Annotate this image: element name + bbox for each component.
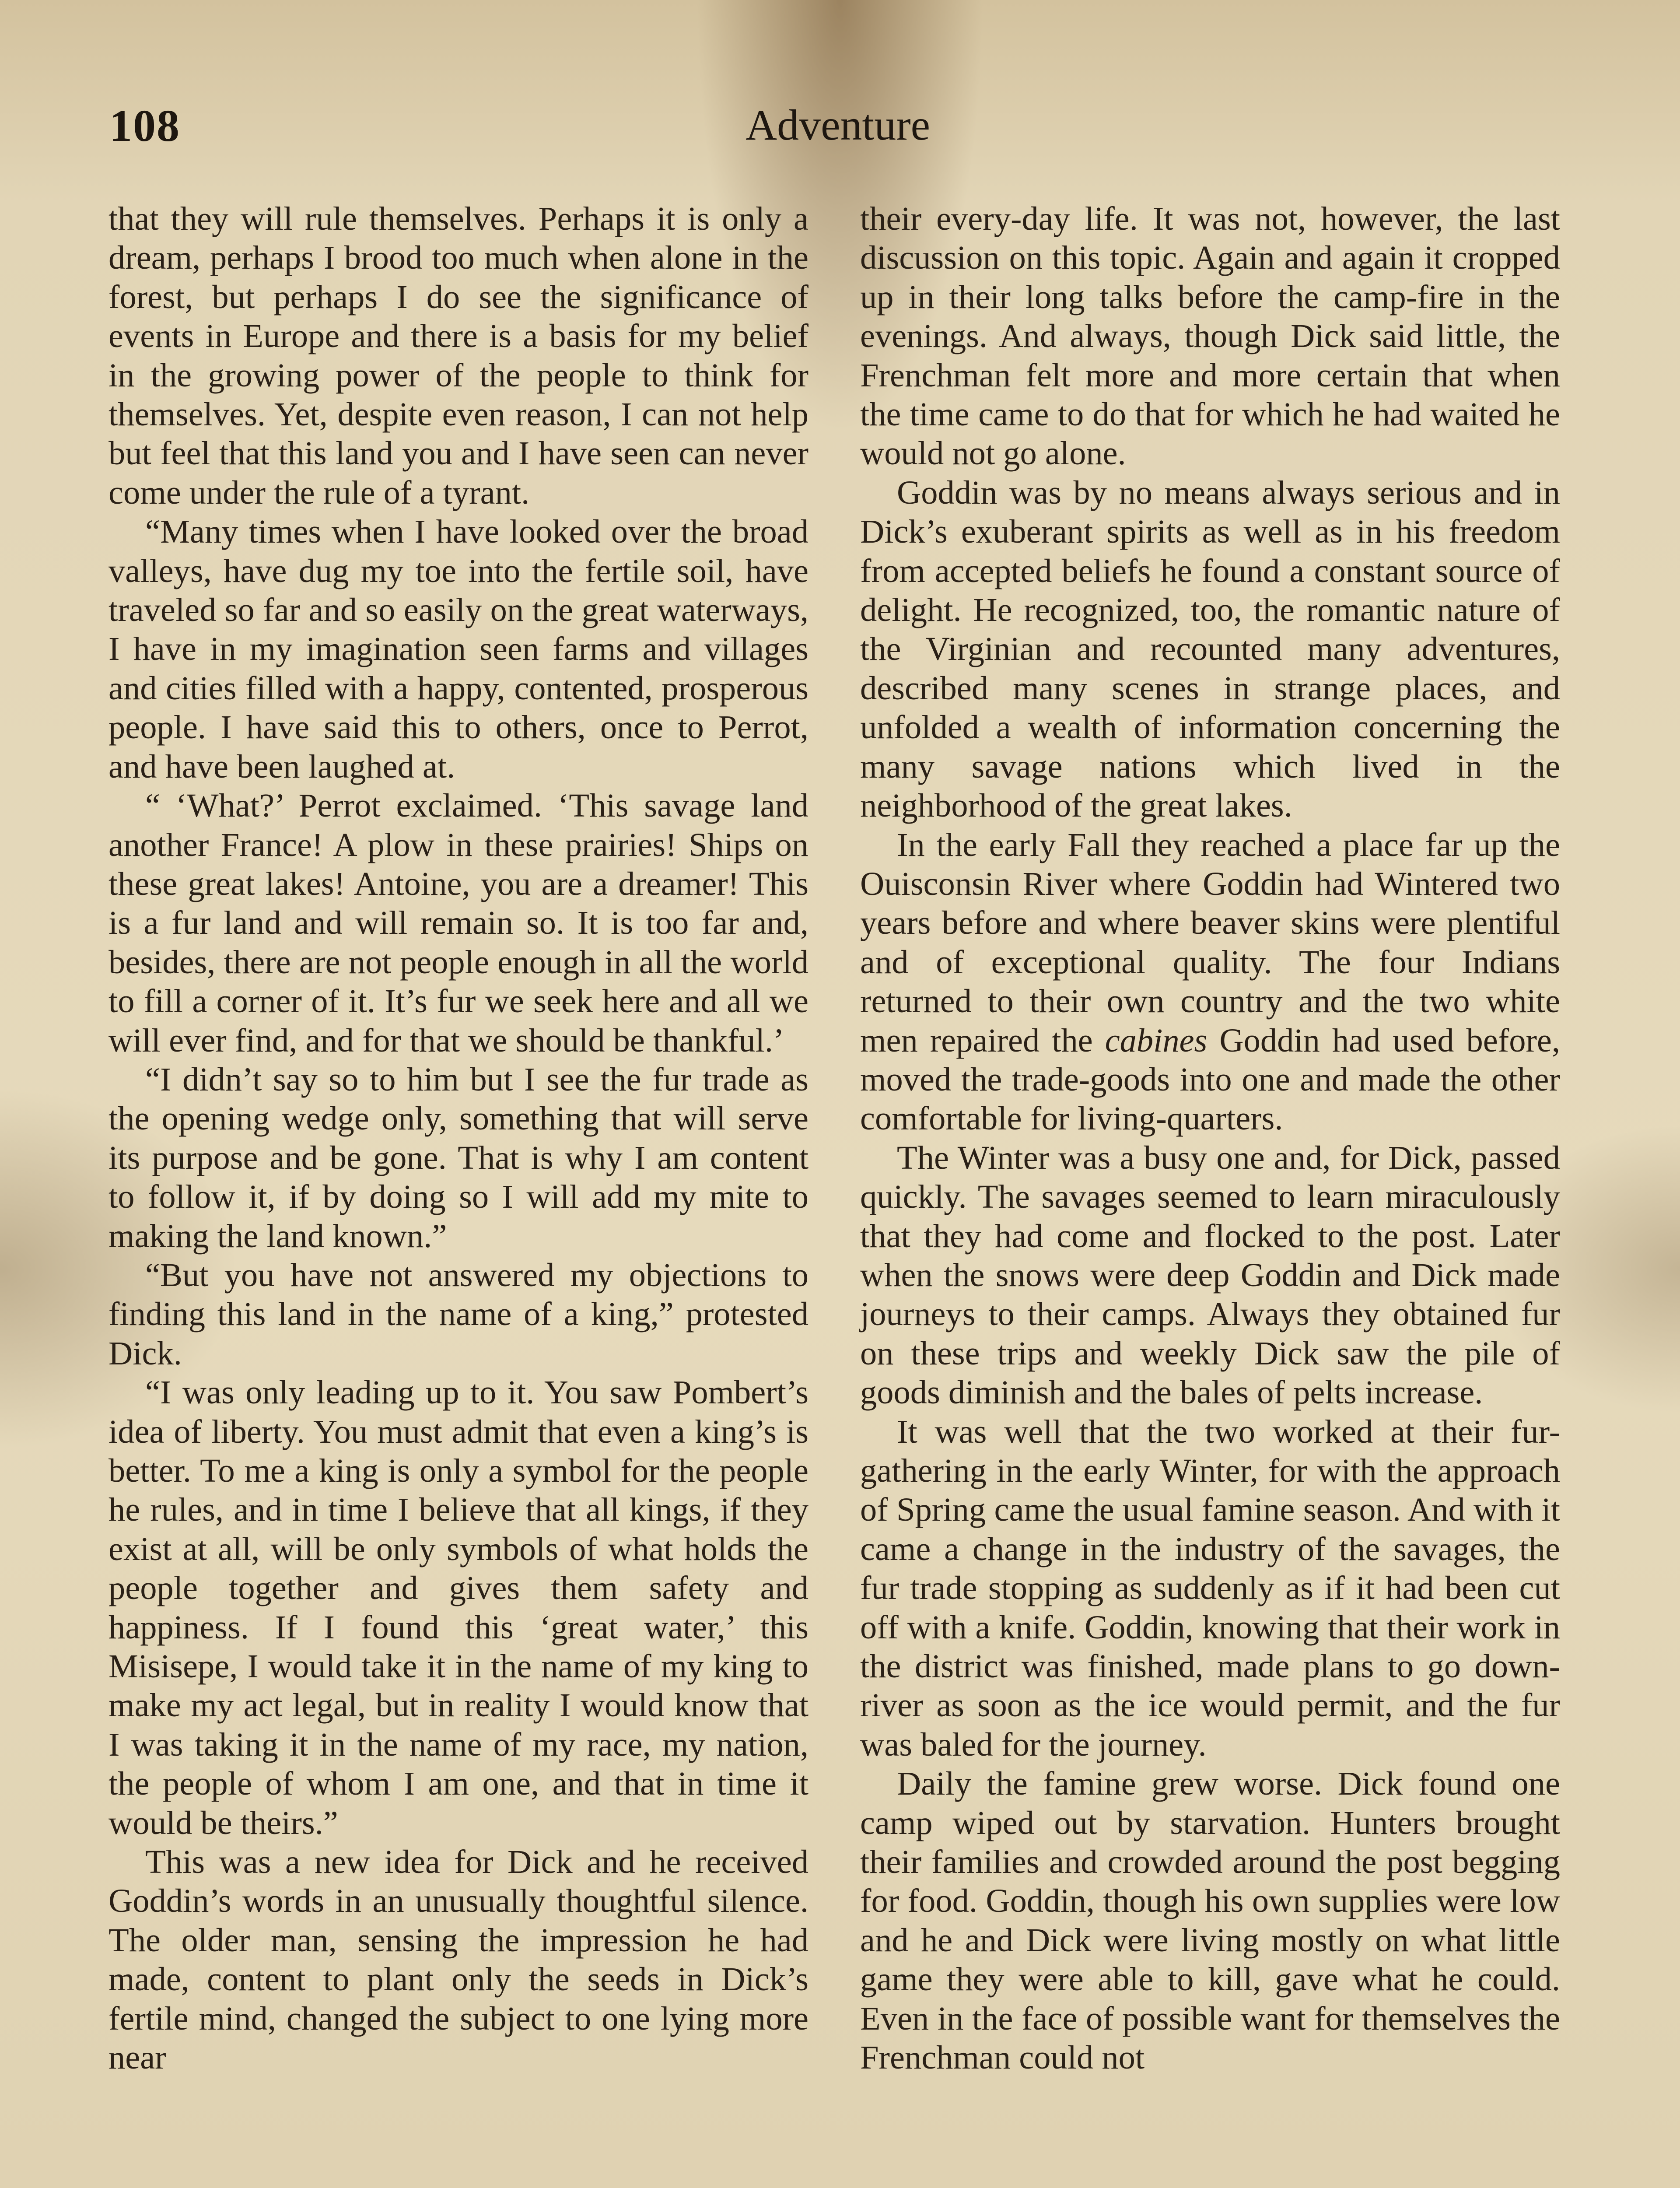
paragraph: Daily the famine grew worse. Dick found one camp wiped out by starvation. Hunters brought their families and crowded around the post begging for food. Goddin, though his own supplies were low and he and Dick were living mostly on what little game they were able to kill, gave what he could. Even in the face of possible want for themselves the Frenchman could not <box>860 1765 1560 2076</box>
page-number: 108 <box>109 101 180 151</box>
text-run: In the early Fall they reached a place far up the Ouisconsin River where Goddin had Wintered two years before and where beaver skins were plentiful and of exceptional quality. The four Indians returned to their own country and the two white men repaired the <box>860 826 1560 1059</box>
italic-word: cabines <box>1105 1021 1208 1059</box>
text-run: Goddin had used before, moved the trade-goods into one and made the other comfortable for living-quarters. <box>860 1021 1561 1137</box>
paragraph: their every-day life. It was not, however, the last discussion on this topic. Again and again it cropped up in their long talks before the camp-fire in the evenings. And always, though Dick said little, the Frenchman felt more and more certain that when the time came to do that for which he had waited he would not go alone. <box>860 200 1560 472</box>
paragraph: It was well that the two worked at their fur-gathering in the early Winter, for with the approach of Spring came the usual famine season. And with it came a change in the industry of the savages, the fur trade stopping as suddenly as if it had been cut off with a knife. Goddin, knowing that their work in the district was finished, made plans to go down-river as soon as the ice would permit, and the fur was baled for the journey. <box>860 1413 1560 1763</box>
paragraph: “But you have not answered my objections to finding this land in the name of a king,” protested Dick. <box>108 1256 808 1372</box>
paragraph: “I was only leading up to it. You saw Pombert’s idea of liberty. You must admit that even a king’s is better. To me a king is only a symbol for the people he rules, and in time I believe that all kings, if they exist at all, will be only symbols of what holds the people together and gives them safety and happiness. If I found this ‘great water,’ this Misisepe, I would take it in the name of my king to make my act legal, but in reality I would know that I was taking it in the name of my race, my nation, the people of whom I am one, and that in time it would be theirs.” <box>108 1374 808 1841</box>
paragraph: This was a new idea for Dick and he received Goddin’s words in an unusually thoughtful silence. The older man, sensing the impression he had made, content to plant only the seeds in Dick’s fertile mind, changed the subject to one lying more near <box>108 1843 808 2076</box>
paragraph <box>860 825 1560 1138</box>
running-head <box>109 100 1566 161</box>
paragraph: “I didn’t say so to him but I see the fur trade as the opening wedge only, something that will serve its purpose and be gone. That is why I am content to follow it, if by doing so I will add my mite to making the land known.” <box>108 1060 808 1255</box>
magazine-title: Adventure <box>745 101 931 149</box>
paragraph: The Winter was a busy one and, for Dick, passed quickly. The savages seemed to learn miraculously that they had come and flocked to the post. Later when the snows were deep Goddin and Dick made journeys to their camps. Always they obtained fur on these trips and weekly Dick saw the pile of goods diminish and the bales of pelts increase. <box>860 1139 1560 1411</box>
paragraph: “ ‘What?’ Perrot exclaimed. ‘This savage land another France! A plow in these prairies! Ships on these great lakes! Antoine, you are a dreamer! This is a fur land and will remain so. It is too far and, besides, there are not people enough in all the world to fill a corner of it. It’s fur we seek here and all we will ever find, and for that we should be thankful.’ <box>108 787 808 1059</box>
paragraph: “Many times when I have looked over the broad valleys, have dug my toe into the fertile soil, have traveled so far and so easily on the great waterways, I have in my imagination seen farms and villages and cities filled with a happy, contented, prosperous people. I have said this to others, once to Perrot, and have been laughed at. <box>108 513 808 785</box>
paragraph: that they will rule themselves. Perhaps it is only a dream, perhaps I brood too much when alone in the forest, but perhaps I do see the significance of events in Europe and there is a basis for my belief in the growing power of the people to think for themselves. Yet, despite even reason, I can not help but feel that this land you and I have seen can never come under the rule of a tyrant. <box>108 200 808 511</box>
right-column <box>860 199 1560 2077</box>
paragraph: Goddin was by no means always serious and in Dick’s exuberant spirits as well as in his freedom from accepted beliefs he found a constant source of delight. He recognized, too, the romantic nature of the Virginian and recounted many adventures, described many scenes in strange places, and unfolded a wealth of information concerning the many savage nations which lived in the neighborhood of the great lakes. <box>860 473 1560 824</box>
left-column <box>108 199 808 2077</box>
